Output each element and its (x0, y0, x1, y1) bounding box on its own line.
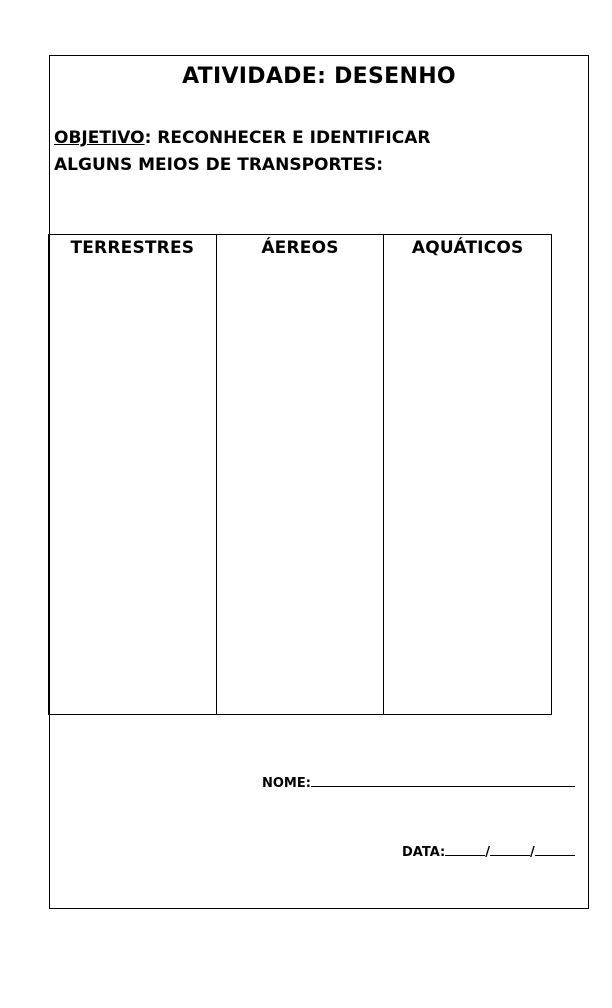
date-separator-1: / (485, 845, 490, 860)
date-year-blank[interactable] (535, 843, 575, 856)
objective-text (54, 125, 554, 179)
objective-line-2: ALGUNS MEIOS DE TRANSPORTES: (54, 155, 384, 175)
date-month-blank[interactable] (490, 843, 530, 856)
column-header-terrestres: TERRESTRES (70, 238, 195, 258)
date-field (402, 843, 575, 860)
objective-label: OBJETIVO (54, 128, 145, 148)
date-label: DATA: (402, 845, 446, 860)
column-aereos[interactable] (217, 235, 385, 714)
column-header-aereos: ÁEREOS (261, 238, 339, 258)
transport-table (48, 234, 552, 715)
page-title: ATIVIDADE: DESENHO (182, 64, 456, 89)
column-aquaticos[interactable] (384, 235, 551, 714)
name-label: NOME: (262, 776, 311, 791)
column-header-aquaticos: AQUÁTICOS (411, 238, 524, 258)
name-field (262, 774, 575, 791)
date-separator-2: / (529, 845, 535, 860)
column-terrestres[interactable] (49, 235, 217, 714)
date-day-blank[interactable] (445, 843, 485, 856)
name-blank[interactable] (311, 774, 575, 787)
objective-line-1: : RECONHECER E IDENTIFICAR (144, 128, 431, 148)
